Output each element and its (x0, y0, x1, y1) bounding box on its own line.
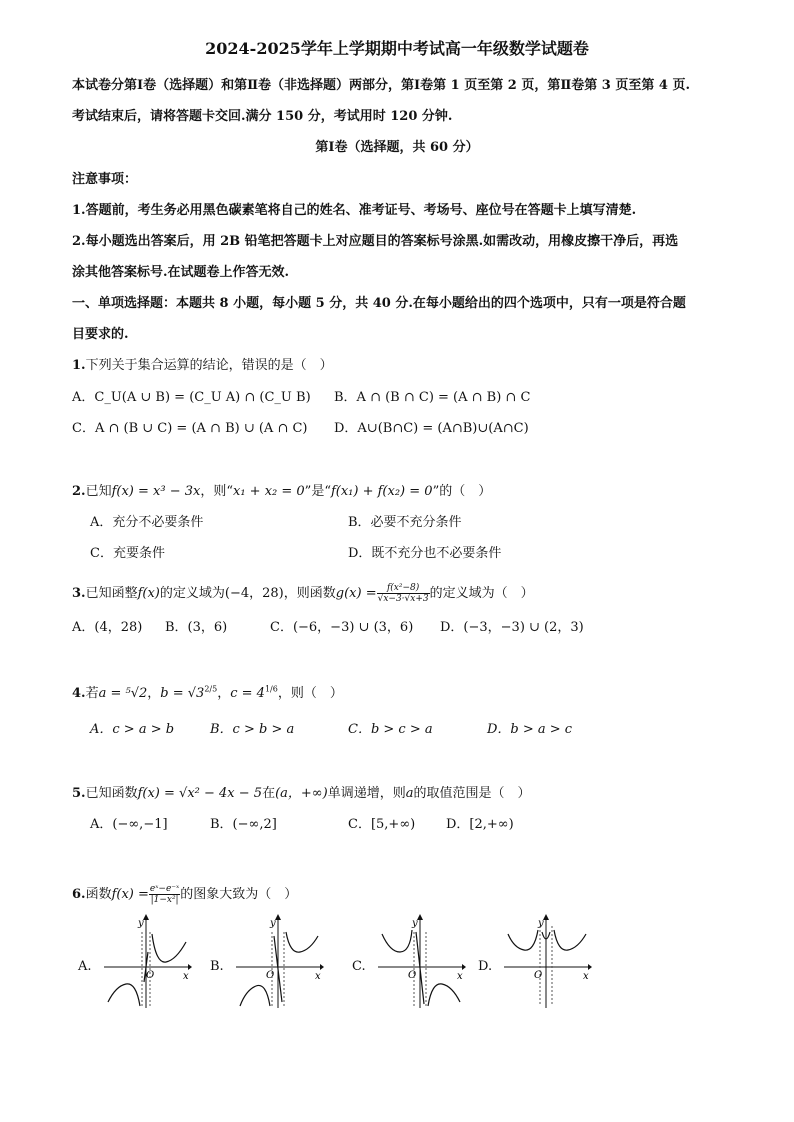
q6-graph-c[interactable] (374, 912, 466, 1012)
y-axis-label: y (538, 918, 544, 929)
q3-option-b[interactable]: B．(3，6) (165, 620, 228, 635)
origin-label: O (266, 970, 275, 981)
section1-line-a: 一、单项选择题：本题共 8 小题，每小题 5 分，共 40 分.在每小题给出的四个选项中，只有一项是符合题 (72, 296, 686, 311)
note-2a: 2.每小题选出答案后，用 2B 铅笔把答题卡上对应题目的答案标号涂黑.如需改动，用橡皮擦干净后，再选 (72, 234, 679, 249)
q2-mid2: ”是“ (304, 484, 331, 499)
y-axis-label: y (270, 918, 276, 929)
q1-stem: 下列关于集合运算的结论，错误的是（ ） (85, 358, 333, 373)
q5-option-d[interactable]: D．[2,+∞) (446, 817, 514, 832)
q4-stem-line: 4.若a = ⁵√2，$b = √3^{2/5}$，$c = 4^{1/6}$，则（ ） (72, 684, 343, 701)
q3-option-d[interactable]: D．(−3，−3) ∪ (2，3) (440, 620, 584, 635)
q2-option-b[interactable]: B．必要不充分条件 (348, 515, 462, 530)
curve (108, 984, 140, 1006)
x-axis-label: x (315, 971, 321, 982)
q3-option-a[interactable]: A．(4，28) (72, 620, 143, 635)
q3-option-c[interactable]: C．(−6，−3) ∪ (3，6) (270, 620, 414, 635)
q5-pre: 已知函数 (85, 786, 138, 801)
origin-label: O (146, 970, 155, 981)
q2-function: f(x) = x³ − 3x (111, 484, 201, 499)
q3-fraction (377, 583, 430, 604)
q2-number: 2. (72, 484, 86, 499)
q5-option-a[interactable]: A．(−∞,−1] (90, 817, 168, 832)
q5-end: 的取值范围是（ ） (413, 786, 531, 801)
q4-b-exponent: 2/5 (204, 684, 218, 694)
q5-function: f(x) = √x² − 4x − 5 (137, 786, 263, 801)
y-axis-arrow (143, 914, 149, 920)
q5-variable: a (405, 786, 414, 801)
y-axis-arrow (275, 914, 281, 920)
q5-stem-line (72, 786, 531, 802)
origin-label: O (534, 970, 543, 981)
q3-domain: (−4，28) (224, 586, 284, 601)
q6-numerator: eˣ−e⁻ˣ (149, 884, 180, 894)
q2-option-a[interactable]: A．充分不必要条件 (90, 515, 204, 530)
q1-option-b[interactable]: B．A ∩ (B ∩ C) = (A ∩ B) ∩ C (334, 390, 531, 405)
curve (428, 984, 460, 1006)
q2-option-c[interactable]: C．充要条件 (90, 546, 165, 561)
q1-option-c[interactable]: C．A ∩ (B ∪ C) = (A ∩ B) ∪ (A ∩ C) (72, 421, 308, 436)
q4-c: c = 4 (230, 686, 265, 701)
q6-option-a-label[interactable]: A. (78, 959, 92, 974)
q6-graph-d[interactable] (500, 912, 592, 1012)
y-axis-label: y (138, 918, 144, 929)
q6-option-c-label[interactable]: C. (352, 959, 366, 974)
q3-stem-line (72, 583, 534, 604)
q4-c-exponent: 1/6 (264, 684, 278, 694)
q2-mid1: ，则“ (200, 484, 233, 499)
q4-option-a[interactable]: A．c > a > b (90, 722, 175, 737)
curve (382, 930, 412, 952)
q2-stem-line (72, 484, 491, 500)
q6-option-d-label[interactable]: D. (478, 959, 493, 974)
q6-pre: 函数 (85, 887, 112, 902)
section1-line-b: 目要求的. (72, 327, 129, 342)
curve (508, 930, 538, 950)
q1-stem-line (72, 358, 333, 374)
notes-heading: 注意事项： (72, 172, 138, 187)
q6-number: 6. (72, 887, 86, 902)
x-axis-arrow (188, 964, 192, 970)
origin-label: O (408, 970, 417, 981)
q5-mid2: 单调递增，则 (327, 786, 406, 801)
q1-option-a[interactable]: A．C_U(A ∪ B) = (C_U A) ∩ (C_U B) (72, 390, 311, 405)
intro-line-2: 考试结束后，请将答题卡交回.满分 150 分，考试用时 120 分钟. (72, 109, 453, 124)
q5-mid: 在 (262, 786, 276, 801)
note-2b: 涂其他答案标号.在试题卷上作答无效. (72, 265, 290, 280)
q3-number: 3. (72, 586, 86, 601)
q3-pre: 已知函整 (85, 586, 138, 601)
x-axis-label: x (183, 971, 189, 982)
part1-heading: 第Ⅰ卷（选择题，共 60 分） (315, 140, 479, 155)
q6-stem-line (72, 884, 297, 905)
q3-mid1: 的定义域为 (159, 586, 225, 601)
q3-g-function: g(x) = (335, 586, 377, 601)
q6-function: f(x) = (111, 887, 149, 902)
q5-option-c[interactable]: C．[5,+∞) (348, 817, 416, 832)
y-axis-arrow (543, 914, 549, 920)
q3-numerator: f(x²−8) (377, 583, 430, 594)
x-axis-arrow (320, 964, 324, 970)
q4-number: 4. (72, 686, 86, 701)
q6-option-b-label[interactable]: B. (210, 959, 224, 974)
q3-mid2: ，则函数 (283, 586, 336, 601)
q4-pre: 若 (85, 686, 99, 701)
q4-option-b[interactable]: B．c > b > a (210, 722, 295, 737)
q3-end: 的定义域为（ ） (429, 586, 534, 601)
q2-end: ”的（ ） (432, 484, 492, 499)
q6-graph-b[interactable] (232, 912, 324, 1012)
q6-end: 的图象大致为（ ） (180, 887, 298, 902)
x-axis-arrow (588, 964, 592, 970)
q6-graph-a[interactable] (100, 912, 192, 1012)
curve (554, 930, 586, 950)
q2-condition-2: f(x₁) + f(x₂) = 0 (330, 484, 433, 499)
q3-function: f(x) (137, 586, 160, 601)
note-1: 1.答题前，考生务必用黑色碳素笔将自己的姓名、准考证号、考场号、座位号在答题卡上填写清楚. (72, 203, 637, 218)
page-title: 2024-2025学年上学期期中考试高一年级数学试题卷 (205, 39, 589, 58)
curve (152, 934, 186, 962)
x-axis-label: x (457, 971, 463, 982)
y-axis-label: y (412, 918, 418, 929)
curve (240, 985, 270, 1006)
curve (286, 932, 318, 952)
q3-denominator: √x−3·√x+3 (377, 594, 429, 604)
q1-number: 1. (72, 358, 86, 373)
y-axis-arrow (417, 914, 423, 920)
x-axis-label: x (583, 971, 589, 982)
q4-end: ，则（ ） (277, 686, 343, 701)
q2-condition-1: x₁ + x₂ = 0 (233, 484, 305, 499)
q5-number: 5. (72, 786, 86, 801)
q2-pre: 已知 (85, 484, 112, 499)
q1-option-d[interactable]: D．A∪(B∩C) = (A∩B)∪(A∩C) (334, 421, 529, 436)
q4-b: b = √3 (160, 686, 205, 701)
q6-denominator: |1−x²| (150, 895, 179, 905)
q6-fraction (149, 884, 180, 905)
q2-option-d[interactable]: D．既不充分也不必要条件 (348, 546, 502, 561)
q5-option-b[interactable]: B．(−∞,2] (210, 817, 277, 832)
intro-line-1: 本试卷分第Ⅰ卷（选择题）和第Ⅱ卷（非选择题）两部分，第Ⅰ卷第 1 页至第 2 页，第Ⅱ卷第 3 页至第 4 页. (72, 78, 690, 93)
q5-interval: (a，+∞) (275, 786, 328, 801)
q4-option-d[interactable]: D．b > a > c (487, 722, 573, 737)
x-axis-arrow (462, 964, 466, 970)
q4-a: a = ⁵√2 (98, 686, 148, 701)
q4-option-c[interactable]: C．b > c > a (348, 722, 433, 737)
